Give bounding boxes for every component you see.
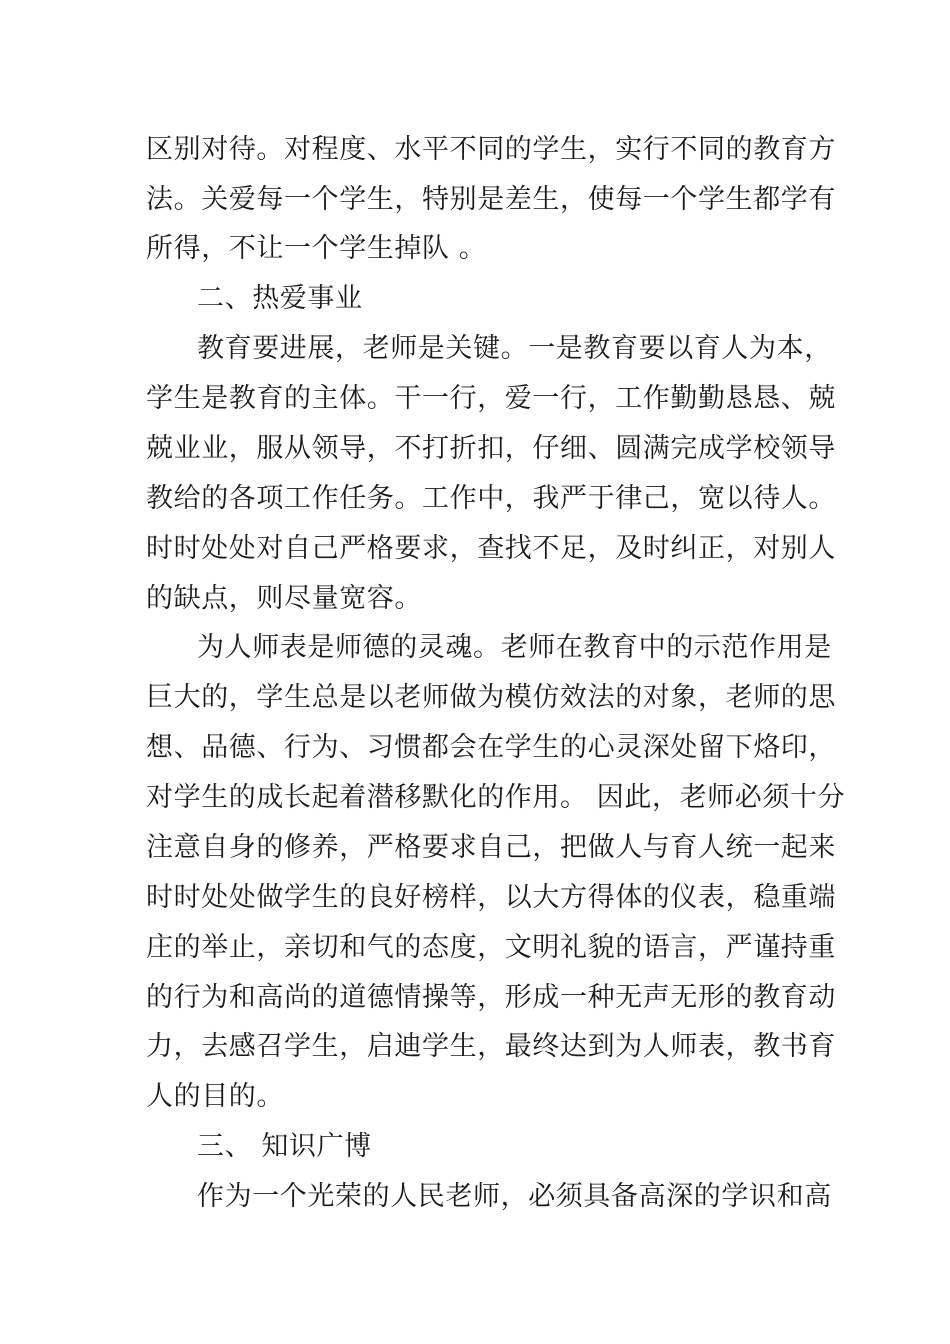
text-line-5: 教育要进展，老师是关键。一是教育要以育人为本， — [197, 333, 832, 364]
section-heading-3: 三、 知识广博 — [197, 1131, 372, 1162]
text-line-13: 想、品德、行为、习惯都会在学生的心灵深处留下烙印， — [146, 732, 836, 763]
text-line-12: 巨大的，学生总是以老师做为模仿效法的对象，老师的思 — [146, 682, 836, 713]
text-line-9: 时时处处对自己严格要求，查找不足，及时纠正，对别人 — [146, 533, 836, 564]
text-line-14: 对学生的成长起着潜移默化的作用。 因此，老师必须十分 — [146, 782, 846, 813]
text-line-18: 的行为和高尚的道德情操等，形成一种无声无形的教育动 — [146, 982, 836, 1013]
text-line-10: 的缺点，则尽量宽容。 — [146, 583, 422, 614]
section-heading-2: 二、热爱事业 — [197, 283, 363, 314]
text-line-17: 庄的举止，亲切和气的态度，文明礼貌的语言，严谨持重 — [146, 932, 836, 963]
text-line-7: 兢业业，服从领导，不打折扣，仔细、圆满完成学校领导 — [146, 433, 836, 464]
text-line-19: 力，去感召学生，启迪学生，最终达到为人师表，教书育 — [146, 1031, 836, 1062]
text-line-11: 为人师表是师德的灵魂。老师在教育中的示范作用是 — [197, 632, 832, 663]
text-line-8: 教给的各项工作任务。工作中，我严于律己，宽以待人。 — [146, 483, 836, 514]
text-line-22: 作为一个光荣的人民老师，必须具备高深的学识和高 — [197, 1181, 832, 1212]
text-line-6: 学生是教育的主体。干一行，爱一行，工作勤勤恳恳、兢 — [146, 383, 836, 414]
text-line-16: 时时处处做学生的良好榜样，以大方得体的仪表，稳重端 — [146, 882, 836, 913]
text-line-15: 注意自身的修养，严格要求自己，把做人与育人统一起来 — [146, 832, 836, 863]
text-line-2: 法。关爱每一个学生，特别是差生，使每一个学生都学有 — [146, 184, 836, 215]
text-line-3: 所得，不让一个学生掉队 。 — [146, 233, 487, 264]
text-line-1: 区别对待。对程度、水平不同的学生，实行不同的教育方 — [146, 134, 836, 165]
text-line-20: 人的目的。 — [146, 1081, 284, 1112]
